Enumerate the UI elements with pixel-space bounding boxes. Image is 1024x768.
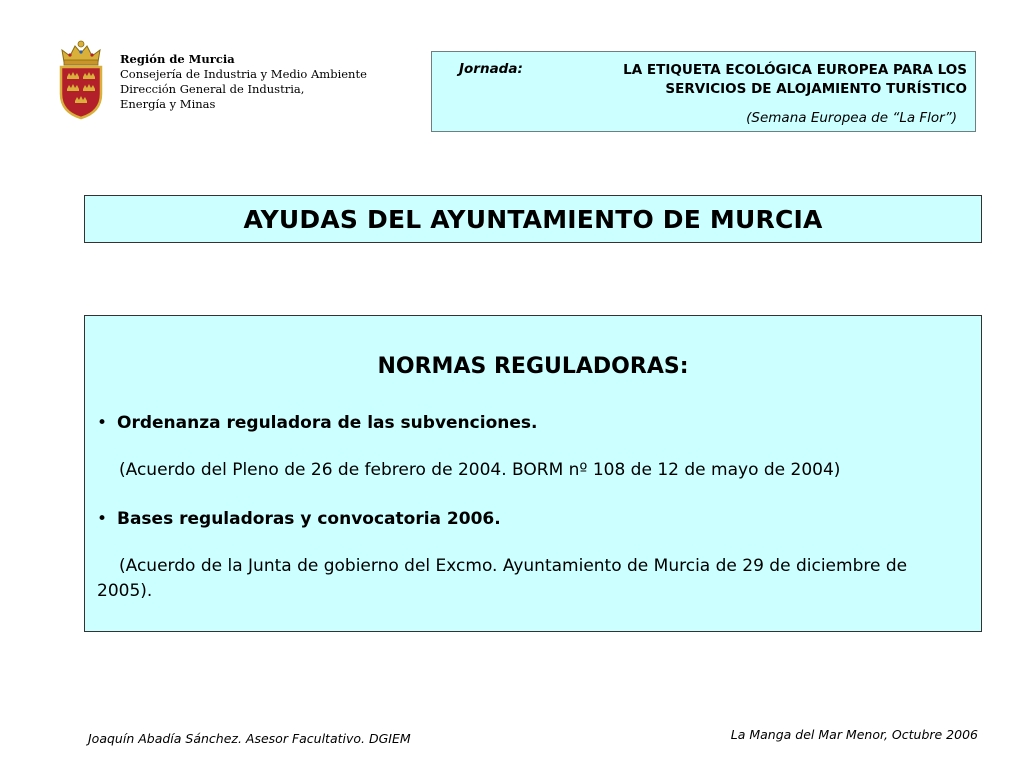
content-box	[84, 315, 982, 632]
event-subtitle: (Semana Europea de “La Flor”)	[746, 110, 957, 126]
institution-department: Consejería de Industria y Medio Ambiente	[120, 67, 367, 81]
list-item-heading	[97, 413, 537, 433]
institution-directorate-cont: Energía y Minas	[120, 97, 216, 111]
footer-author: Joaquín Abadía Sánchez. Asesor Facultativo. DGIEM	[88, 731, 411, 746]
institution-name: Región de Murcia	[120, 52, 235, 66]
event-title-line-1: LA ETIQUETA ECOLÓGICA EUROPEA PARA LOS	[623, 62, 967, 78]
item-1-detail: (Acuerdo del Pleno de 26 de febrero de 2004. BORM nº 108 de 12 de mayo de 2004)	[119, 460, 841, 480]
event-title	[547, 61, 967, 99]
list-item-heading	[97, 509, 501, 529]
footer-place-date: La Manga del Mar Menor, Octubre 2006	[730, 727, 978, 742]
item-2-heading: Bases reguladoras y convocatoria 2006.	[117, 509, 501, 529]
bullet-icon: •	[97, 509, 108, 529]
institution-directorate: Dirección General de Industria,	[120, 82, 305, 96]
institution-block	[120, 52, 367, 112]
main-title-box	[84, 195, 982, 243]
section-title: NORMAS REGULADORAS:	[377, 354, 689, 379]
item-2-detail: (Acuerdo de la Junta de gobierno del Excmo. Ayuntamiento de Murcia de 29 de diciembre de 2005).	[97, 556, 908, 601]
bullet-icon: •	[97, 413, 108, 433]
event-box	[431, 51, 976, 132]
event-label: Jornada:	[459, 61, 523, 77]
region-de-murcia-coat-of-arms-icon	[58, 40, 104, 120]
item-1-heading: Ordenanza reguladora de las subvenciones.	[117, 413, 538, 433]
event-title-line-2: SERVICIOS DE ALOJAMIENTO TURÍSTICO	[665, 81, 967, 97]
page-title: AYUDAS DEL AYUNTAMIENTO DE MURCIA	[243, 204, 823, 234]
